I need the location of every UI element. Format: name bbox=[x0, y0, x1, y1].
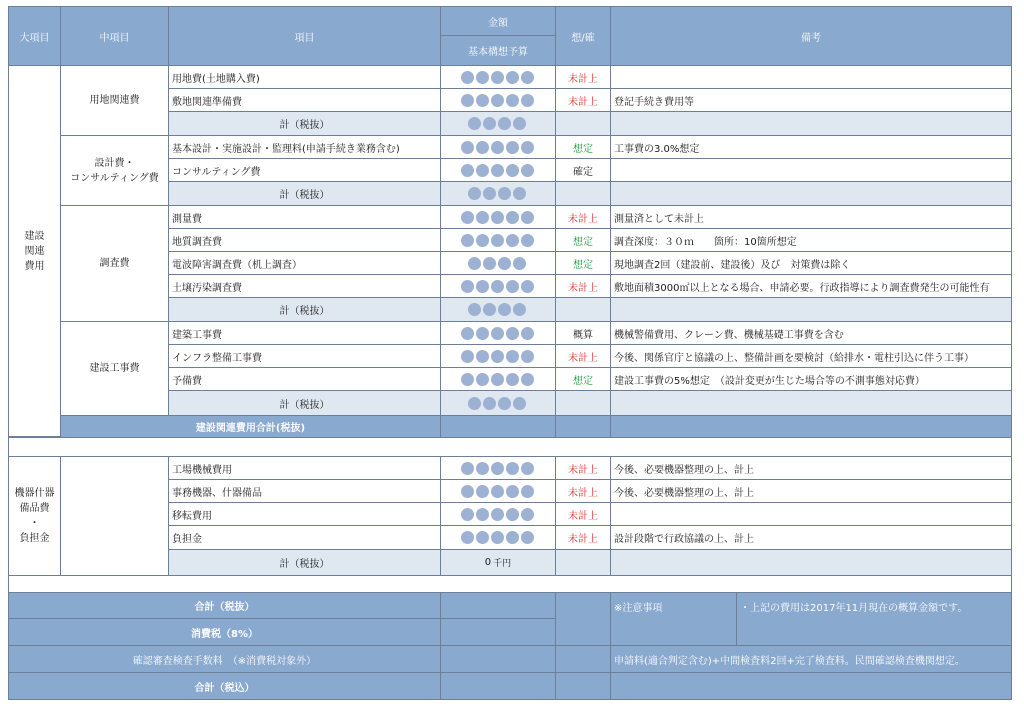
middle-land bbox=[60, 65, 169, 136]
redacted-amount bbox=[461, 280, 536, 293]
header-estimate: 想/確 bbox=[555, 6, 611, 66]
summary-status-cell bbox=[555, 592, 611, 646]
header-budget: 基本構想予算 bbox=[440, 35, 556, 66]
middle-survey bbox=[60, 205, 169, 322]
item-cell: 負担金 bbox=[168, 525, 441, 550]
remark-cell: 今後、必要機器整理の上、計上 bbox=[610, 456, 1012, 480]
middle-design bbox=[60, 135, 169, 206]
item-cell: 建築工事費 bbox=[168, 321, 441, 345]
remark-cell: 機械警備費用、クレーン費、機械基礎工事費を含む bbox=[610, 321, 1012, 345]
item-cell: インフラ整備工事費 bbox=[168, 344, 441, 368]
grand-total-excl-amount bbox=[440, 592, 556, 619]
middle-design-label: 設計費・ コンサルティング費 bbox=[70, 157, 159, 184]
remark-cell bbox=[610, 65, 1012, 89]
redacted-amount bbox=[468, 303, 528, 316]
redacted-amount bbox=[461, 94, 536, 107]
remark-cell: 今後、関係官庁と協議の上、整備計画を要検討（給排水・電柱引込に伴う工事） bbox=[610, 344, 1012, 368]
inspection-remark: 申請料(適合判定含む)+中間検査料2回+完了検査料。民間確認検査機関想定。 bbox=[610, 645, 1012, 673]
status-badge: 未計上 bbox=[555, 479, 611, 503]
grand-total-incl-remark bbox=[610, 672, 1012, 700]
major-construction-label: 建設 関連 費用 bbox=[24, 230, 45, 272]
remark-cell: 建設工事費の5%想定 （設計変更が生じた場合等の不測事態対応費） bbox=[610, 367, 1012, 391]
subtotal-status bbox=[555, 549, 611, 576]
remark-cell: 設計段階で行政協議の上、計上 bbox=[610, 525, 1012, 550]
item-cell: 測量費 bbox=[168, 205, 441, 229]
status-badge: 未計上 bbox=[555, 65, 611, 89]
cost-estimate-table bbox=[8, 6, 1012, 709]
amount-cell bbox=[440, 525, 556, 550]
subtotal-status bbox=[555, 390, 611, 416]
amount-cell bbox=[440, 135, 556, 159]
subtotal-label: 計（税抜） bbox=[168, 297, 441, 322]
remark-cell: 登記手続き費用等 bbox=[610, 88, 1012, 112]
status-badge: 想定 bbox=[555, 367, 611, 391]
item-cell: 敷地関連準備費 bbox=[168, 88, 441, 112]
subtotal-remark bbox=[610, 390, 1012, 416]
tax-amount bbox=[440, 618, 556, 646]
redacted-amount bbox=[468, 187, 528, 200]
amount-cell bbox=[440, 88, 556, 112]
redacted-amount bbox=[461, 164, 536, 177]
status-badge: 確定 bbox=[555, 158, 611, 182]
grand-total-incl-amount bbox=[440, 672, 556, 700]
remark-cell: 敷地面積3000㎡以上となる場合、申請必要。行政指導により調査費発生の可能性有 bbox=[610, 274, 1012, 298]
redacted-amount bbox=[461, 234, 536, 247]
item-cell: 予備費 bbox=[168, 367, 441, 391]
subtotal-status bbox=[555, 297, 611, 322]
middle-construction-work-label: 建設工事費 bbox=[89, 363, 140, 374]
status-badge: 未計上 bbox=[555, 274, 611, 298]
subtotal-label: 計（税抜） bbox=[168, 181, 441, 206]
subtotal-amount bbox=[440, 297, 556, 322]
remark-cell: 調査深度：３０ｍ 箇所：10箇所想定 bbox=[610, 228, 1012, 252]
amount-cell bbox=[440, 321, 556, 345]
header-major: 大項目 bbox=[8, 6, 61, 66]
redacted-amount bbox=[461, 211, 536, 224]
header-item: 項目 bbox=[168, 6, 441, 66]
grand-total-incl-label: 合計（税込） bbox=[8, 672, 441, 700]
subtotal-amount bbox=[440, 390, 556, 416]
status-badge: 未計上 bbox=[555, 344, 611, 368]
grand-total-excl-label: 合計（税抜） bbox=[8, 592, 441, 619]
subtotal-remark bbox=[610, 111, 1012, 136]
remark-cell: 現地調査2回（建設前、建設後）及び 対策費は除く bbox=[610, 251, 1012, 275]
remark-cell bbox=[610, 502, 1012, 526]
inspection-status bbox=[555, 645, 611, 673]
note-text: ・上記の費用は2017年11月現在の概算金額です。 bbox=[736, 592, 1012, 646]
status-badge: 概算 bbox=[555, 321, 611, 345]
header-amount: 金額 bbox=[440, 6, 556, 36]
status-badge: 想定 bbox=[555, 251, 611, 275]
redacted-amount bbox=[461, 350, 536, 363]
redacted-amount bbox=[461, 71, 536, 84]
status-badge: 未計上 bbox=[555, 205, 611, 229]
amount-cell bbox=[440, 456, 556, 480]
construction-total-amount bbox=[440, 415, 556, 438]
subtotal-remark bbox=[610, 549, 1012, 576]
note-label: ※注意事項 bbox=[610, 592, 737, 646]
redacted-amount bbox=[461, 373, 536, 386]
inspection-fee-label: 確認審査検査手数料 （※消費税対象外） bbox=[8, 645, 441, 673]
middle-land-label: 用地関連費 bbox=[89, 95, 140, 106]
remark-cell: 測量済として未計上 bbox=[610, 205, 1012, 229]
remark-cell: 今後、必要機器整理の上、計上 bbox=[610, 479, 1012, 503]
remark-cell: 工事費の3.0%想定 bbox=[610, 135, 1012, 159]
status-badge: 未計上 bbox=[555, 456, 611, 480]
redacted-amount bbox=[461, 327, 536, 340]
construction-total-label: 建設関連費用合計(税抜) bbox=[60, 415, 441, 438]
subtotal-unit: 千円 bbox=[493, 559, 512, 569]
remark-cell bbox=[610, 158, 1012, 182]
subtotal-status bbox=[555, 181, 611, 206]
amount-cell bbox=[440, 251, 556, 275]
subtotal-remark bbox=[610, 181, 1012, 206]
subtotal-status bbox=[555, 111, 611, 136]
item-cell: 用地費(土地購入費) bbox=[168, 65, 441, 89]
construction-total-status bbox=[555, 415, 611, 438]
spacer-row bbox=[8, 437, 1012, 457]
inspection-fee-amount bbox=[440, 645, 556, 673]
header-remarks: 備考 bbox=[610, 6, 1012, 66]
subtotal-value: 0 bbox=[484, 557, 492, 568]
amount-cell bbox=[440, 479, 556, 503]
status-badge: 未計上 bbox=[555, 525, 611, 550]
redacted-amount bbox=[468, 397, 528, 410]
redacted-amount bbox=[461, 141, 536, 154]
major-construction bbox=[8, 65, 61, 437]
item-cell: 地質調査費 bbox=[168, 228, 441, 252]
item-cell: 電波障害調査費（机上調査） bbox=[168, 251, 441, 275]
redacted-amount bbox=[461, 485, 536, 498]
amount-cell bbox=[440, 158, 556, 182]
header-middle: 中項目 bbox=[60, 6, 169, 66]
item-cell: 工場機械費用 bbox=[168, 456, 441, 480]
middle-survey-label: 調査費 bbox=[99, 258, 130, 269]
major-equipment bbox=[8, 456, 61, 576]
middle-construction-work bbox=[60, 321, 169, 416]
redacted-amount bbox=[461, 531, 536, 544]
status-badge: 想定 bbox=[555, 228, 611, 252]
subtotal-label: 計（税抜） bbox=[168, 549, 441, 576]
subtotal-label: 計（税抜） bbox=[168, 111, 441, 136]
amount-cell bbox=[440, 344, 556, 368]
item-cell: 土壌汚染調査費 bbox=[168, 274, 441, 298]
major-equipment-label: 機器什器 備品費 ・ 負担金 bbox=[14, 488, 55, 544]
tax-label: 消費税（8%） bbox=[8, 618, 441, 646]
subtotal-amount bbox=[440, 181, 556, 206]
redacted-amount bbox=[461, 462, 536, 475]
amount-cell bbox=[440, 274, 556, 298]
redacted-amount bbox=[468, 257, 528, 270]
amount-cell bbox=[440, 502, 556, 526]
grand-total-incl-status bbox=[555, 672, 611, 700]
status-badge: 未計上 bbox=[555, 88, 611, 112]
amount-cell bbox=[440, 367, 556, 391]
item-cell: 基本設計・実施設計・監理料(申請手続き業務含む) bbox=[168, 135, 441, 159]
amount-cell bbox=[440, 228, 556, 252]
construction-total-remark bbox=[610, 415, 1012, 438]
status-badge: 想定 bbox=[555, 135, 611, 159]
amount-cell bbox=[440, 205, 556, 229]
item-cell: コンサルティング費 bbox=[168, 158, 441, 182]
subtotal-label: 計（税抜） bbox=[168, 390, 441, 416]
item-cell: 事務機器、什器備品 bbox=[168, 479, 441, 503]
redacted-amount bbox=[461, 508, 536, 521]
middle-equipment-empty bbox=[60, 456, 169, 576]
subtotal-remark bbox=[610, 297, 1012, 322]
status-badge: 未計上 bbox=[555, 502, 611, 526]
subtotal-amount bbox=[440, 111, 556, 136]
subtotal-amount bbox=[440, 549, 556, 576]
spacer-row bbox=[8, 575, 1012, 593]
redacted-amount bbox=[468, 117, 528, 130]
amount-cell bbox=[440, 65, 556, 89]
item-cell: 移転費用 bbox=[168, 502, 441, 526]
